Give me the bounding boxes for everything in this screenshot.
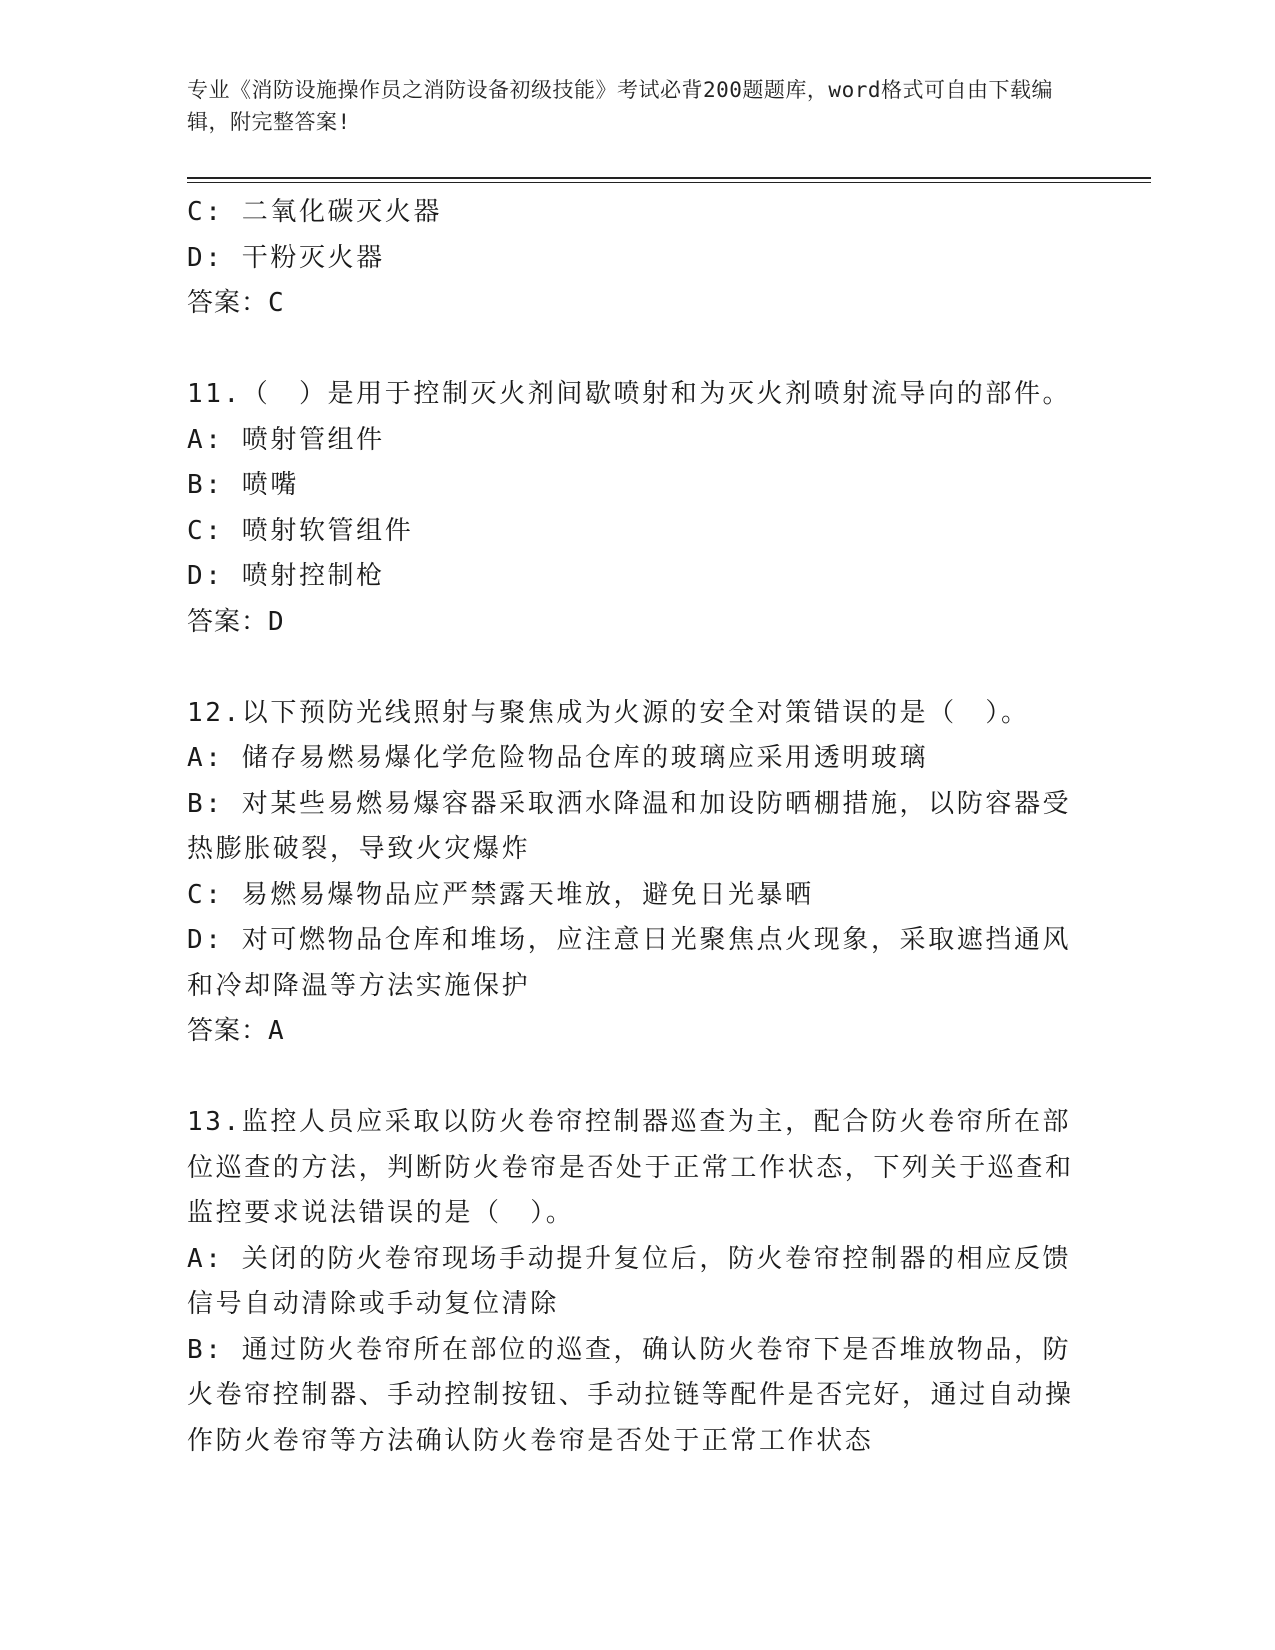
- header-divider-thin: [187, 182, 1151, 183]
- option-a: A: 关闭的防火卷帘现场手动提升复位后，防火卷帘控制器的相应反馈信号自动清除或手动复位清除: [187, 1243, 1072, 1319]
- spacer: [187, 327, 1087, 373]
- answer-line: 答案：D: [187, 606, 285, 637]
- previous-question-tail: [187, 190, 1087, 327]
- option-b: B: 对某些易燃易爆容器采取洒水降温和加设防晒棚措施，以防容器受热膨胀破裂，导致火灾爆炸: [187, 788, 1072, 864]
- option-c: C: 易燃易爆物品应严禁露天堆放，避免日光暴晒: [187, 879, 814, 910]
- option-c: C: 喷射软管组件: [187, 515, 414, 546]
- question-12: [187, 691, 1087, 1055]
- question-stem: 13.监控人员应采取以防火卷帘控制器巡查为主，配合防火卷帘所在部位巡查的方法，判断防火卷帘是否处于正常工作状态，下列关于巡查和监控要求说法错误的是（ ）。: [187, 1107, 1074, 1228]
- question-content: [187, 190, 1087, 1464]
- option-d: D: 干粉灭火器: [187, 242, 385, 273]
- answer-line: 答案：C: [187, 288, 285, 318]
- spacer: [187, 1055, 1087, 1101]
- option-b: B: 喷嘴: [187, 470, 299, 500]
- question-stem: 11.（ ）是用于控制灭火剂间歇喷射和为灭火剂喷射流导向的部件。: [187, 379, 1072, 409]
- question-11: [187, 372, 1087, 645]
- answer-line: 答案：A: [187, 1016, 285, 1046]
- header-divider: [187, 177, 1151, 179]
- question-stem: 12.以下预防光线照射与聚焦成为火源的安全对策错误的是（ ）。: [187, 697, 1030, 728]
- option-d: D: 喷射控制枪: [187, 561, 385, 591]
- option-b: B: 通过防火卷帘所在部位的巡查，确认防火卷帘下是否堆放物品，防火卷帘控制器、手动控制按钮、手动拉链等配件是否完好，通过自动操作防火卷帘等方法确认防火卷帘是否处于正常工作状态: [187, 1334, 1074, 1456]
- option-a: A: 储存易燃易爆化学危险物品仓库的玻璃应采用透明玻璃: [187, 743, 929, 773]
- document-header: 专业《消防设施操作员之消防设备初级技能》考试必背200题题库，word格式可自由下载编辑，附完整答案!: [187, 78, 1053, 134]
- question-13: [187, 1100, 1087, 1464]
- option-a: A: 喷射管组件: [187, 424, 385, 455]
- option-d: D: 对可燃物品仓库和堆场，应注意日光聚焦点火现象，采取遮挡通风和冷却降温等方法实施保护: [187, 925, 1072, 1001]
- option-c: C: 二氧化碳灭火器: [187, 197, 442, 227]
- spacer: [187, 645, 1087, 691]
